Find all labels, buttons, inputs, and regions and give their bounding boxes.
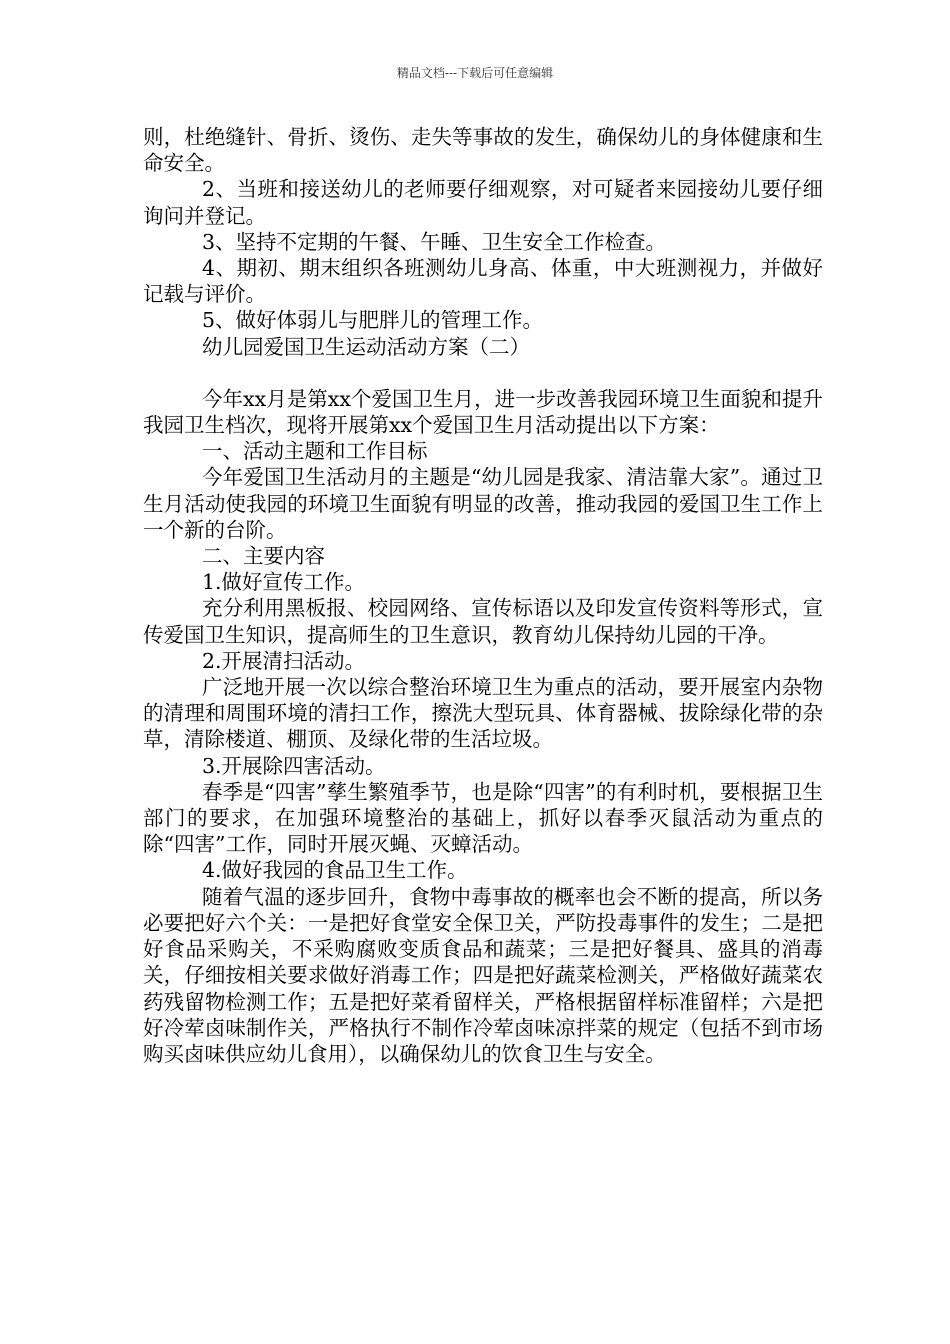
section-title: 幼儿园爱国卫生运动活动方案（二） <box>202 334 530 359</box>
heading-theme-goals: 一、活动主题和工作目标 <box>202 439 428 464</box>
paragraph-intro: 今年xx月是第xx个爱国卫生月，进一步改善我园环境卫生面貌和提升我园卫生档次，现将开展第xx个爱国卫生月活动提出以下方案： <box>143 386 823 438</box>
item-1-body: 充分利用黑板报、校园网络、宣传标语以及印发宣传资料等形式，宣传爱国卫生知识，提高师生的卫生意识，教育幼儿保持幼儿园的干净。 <box>143 596 823 647</box>
paragraph-5: 5、做好体弱儿与肥胖儿的管理工作。 <box>202 308 544 333</box>
document-body <box>143 124 823 1067</box>
item-4-body: 随着气温的逐步回升，食物中毒事故的概率也会不断的提高，所以务必要把好六个关：一是把好食堂安全保卫关，严防投毒事件的发生；二是把好食品采购关，不采购腐败变质食品和蔬菜；三是把好餐具、盛具的消毒关，仔细按相关要求做好消毒工作；四是把好蔬菜检测关，严格做好蔬菜农药残留物检测工作；五是把好菜肴留样关，严格根据留样标准留样；六是把好冷荤卤味制作关，严格执行不制作冷荤卤味凉拌菜的规定（包括不到市场购买卤味供应幼儿食用），以确保幼儿的饮食卫生与安全。 <box>143 884 823 1066</box>
heading-main-content: 二、主要内容 <box>202 544 325 569</box>
item-4-heading: 4.做好我园的食品卫生工作。 <box>202 858 468 883</box>
page-header: 精品文档---下载后可任意编辑 <box>396 66 554 80</box>
paragraph-2: 2、当班和接送幼儿的老师要仔细观察，对可疑者来园接幼儿要仔细询问并登记。 <box>143 177 823 228</box>
item-3-heading: 3.开展除四害活动。 <box>202 753 386 778</box>
paragraph-3: 3、坚持不定期的午餐、午睡、卫生安全工作检查。 <box>202 229 667 254</box>
item-3-body: 春季是“四害”孳生繁殖季节，也是除“四害”的有利时机，要根据卫生部门的要求，在加强环境整治的基础上，抓好以春季灭鼠活动为重点的除“四害”工作，同时开展灭蝇、灭蟑活动。 <box>143 779 823 857</box>
item-2-heading: 2.开展清扫活动。 <box>202 648 366 673</box>
item-2-body: 广泛地开展一次以综合整治环境卫生为重点的活动，要开展室内杂物的清理和周围环境的清扫工作，擦洗大型玩具、体育器械、拔除绿化带的杂草，清除楼道、棚顶、及绿化带的生活垃圾。 <box>143 675 823 752</box>
blank-line <box>143 360 823 386</box>
item-1-heading: 1.做好宣传工作。 <box>202 570 366 595</box>
paragraph-theme: 今年爱国卫生活动月的主题是“幼儿园是我家、清洁靠大家”。通过卫生月活动使我园的环境卫生面貌有明显的改善，推动我园的爱国卫生工作上一个新的台阶。 <box>143 465 823 542</box>
paragraph-4: 4、期初、期末组织各班测幼儿身高、体重，中大班测视力，并做好记载与评价。 <box>143 256 823 307</box>
paragraph-1: 则，杜绝缝针、骨折、烫伤、走失等事故的发生，确保幼儿的身体健康和生命安全。 <box>143 125 823 176</box>
